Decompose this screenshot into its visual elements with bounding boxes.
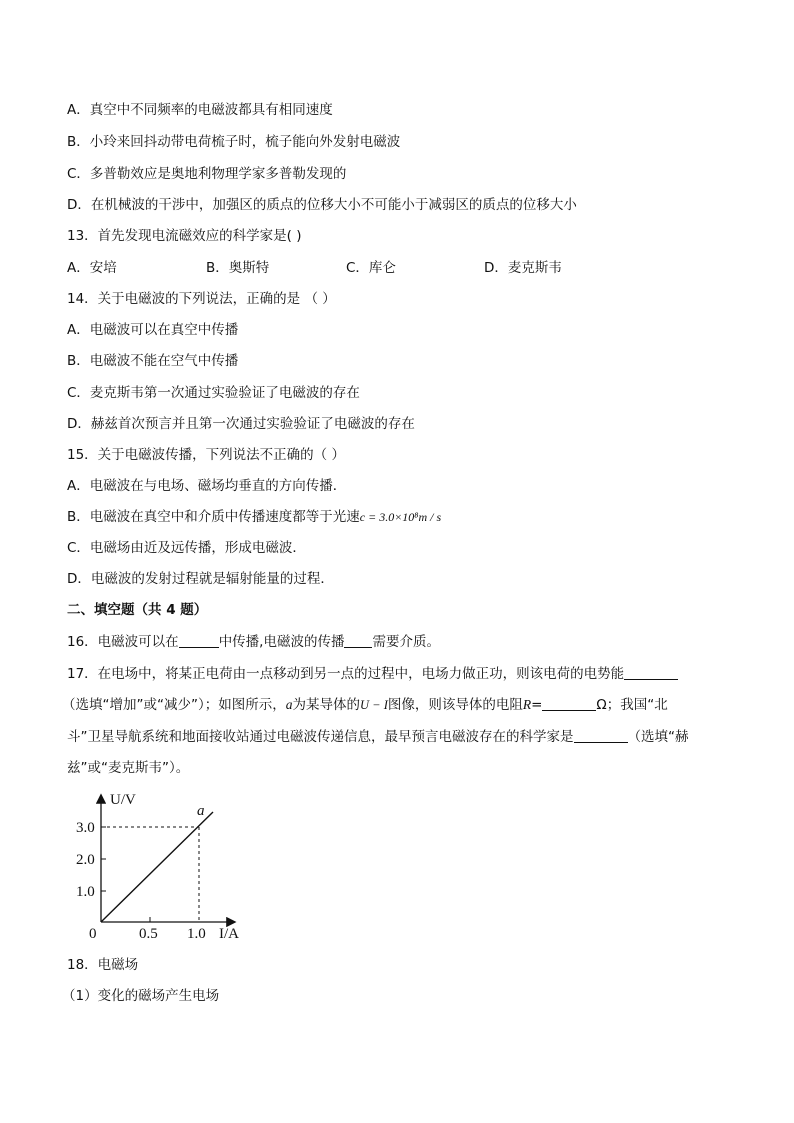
q15-option-a: A．电磁波在与电场、磁场均垂直的方向传播．: [67, 478, 347, 494]
q17-ui-label: U − I: [359, 698, 388, 712]
q15-option-d: D．电磁波的发射过程就是辐射能量的过程．: [67, 571, 334, 587]
y-axis-label: U/V: [110, 792, 136, 808]
q18-title: 18．电磁场: [67, 957, 139, 973]
q13-option-a: A．安培: [67, 260, 117, 276]
q12-option-d: D．在机械波的干涉中，加强区的质点的位移大小不可能小于减弱区的质点的位移大小: [67, 197, 577, 213]
q17-text-2a: （选填“增加”或“减少”）；如图所示，: [62, 697, 286, 713]
point-label-a: a: [197, 803, 205, 819]
line-a: [101, 812, 213, 922]
q16-blank-2: [344, 633, 372, 648]
q14-option-d: D．赫兹首次预言并且第一次通过实验验证了电磁波的存在: [67, 416, 415, 432]
q16-blank-1: [179, 633, 219, 648]
x-tick-label-10: 1.0: [187, 926, 206, 942]
q17-line-1: [67, 664, 678, 684]
q12-option-a: A．真空中不同频率的电磁波都具有相同速度: [67, 102, 333, 118]
q17-blank-3: [574, 728, 628, 743]
q14-option-c: C．麦克斯韦第一次通过实验验证了电磁波的存在: [67, 385, 360, 401]
q17-text-2b: 为某导体的: [292, 697, 360, 713]
q16: [67, 632, 440, 652]
q17-text-3a: 斗”卫星导航系统和地面接收站通过电磁波传递信息，最早预言电磁波存在的科学家是: [67, 729, 574, 745]
q13-option-b: B．奥斯特: [206, 260, 270, 276]
y-tick-label-1: 1.0: [76, 884, 95, 900]
q17-blank-1: [624, 665, 678, 680]
q15-option-b-text: B．电磁波在真空中和介质中传播速度都等于光速: [67, 509, 360, 525]
q17-text-3b: （选填“赫: [627, 729, 689, 745]
q13-option-c: C．库仑: [346, 260, 396, 276]
q13-stem: 13．首先发现电流磁效应的科学家是( ): [67, 228, 302, 244]
q17-equals: =: [531, 697, 543, 713]
q15-stem: 15．关于电磁波传播，下列说法不正确的（ ）: [67, 447, 345, 463]
origin-label: 0: [89, 926, 97, 942]
q16-part2: 中传播,电磁波的传播: [218, 634, 345, 650]
speed-of-light-formula: c = 3.0×10⁸m / s: [359, 510, 442, 524]
q17-line-2: [62, 695, 668, 715]
x-axis-label: I/A: [219, 926, 239, 942]
y-tick-label-2: 2.0: [76, 852, 95, 868]
q14-option-b: B．电磁波不能在空气中传播: [67, 353, 239, 369]
q12-option-c: C．多普勒效应是奥地利物理学家多普勒发现的: [67, 166, 347, 182]
q12-option-b: B．小玲来回抖动带电荷梳子时，梳子能向外发射电磁波: [67, 134, 401, 150]
q16-part1: 16．电磁波可以在: [67, 634, 179, 650]
q17-line-3: [67, 727, 689, 747]
q15-option-b: [67, 507, 441, 527]
q14-stem: 14．关于电磁波的下列说法，正确的是 （ ）: [67, 291, 336, 307]
section-title-fill-in: 二、填空题（共 4 题）: [67, 602, 208, 618]
q18-item-1: （1）变化的磁场产生电场: [62, 988, 220, 1004]
q17-var-r: R: [522, 697, 532, 712]
y-tick-label-3: 3.0: [76, 820, 95, 836]
q13-option-d: D．麦克斯韦: [484, 260, 562, 276]
q17-line-4: 兹”或“麦克斯韦”）。: [67, 760, 190, 776]
q15-option-c: C．电磁场由近及远传播，形成电磁波．: [67, 540, 306, 556]
q17-blank-2: [542, 696, 596, 711]
ui-graph: [76, 788, 256, 948]
q16-part3: 需要介质。: [372, 634, 440, 650]
q17-text-2c: 图像，则该导体的电阻: [387, 697, 523, 713]
x-tick-label-05: 0.5: [139, 926, 158, 942]
q14-option-a: A．电磁波可以在真空中传播: [67, 322, 239, 338]
q17-var-a: a: [285, 697, 293, 712]
q17-text-1: 17．在电场中，将某正电荷由一点移动到另一点的过程中，电场力做正功，则该电荷的电势能: [67, 666, 625, 682]
q17-text-2e: Ω；我国“北: [596, 697, 668, 713]
